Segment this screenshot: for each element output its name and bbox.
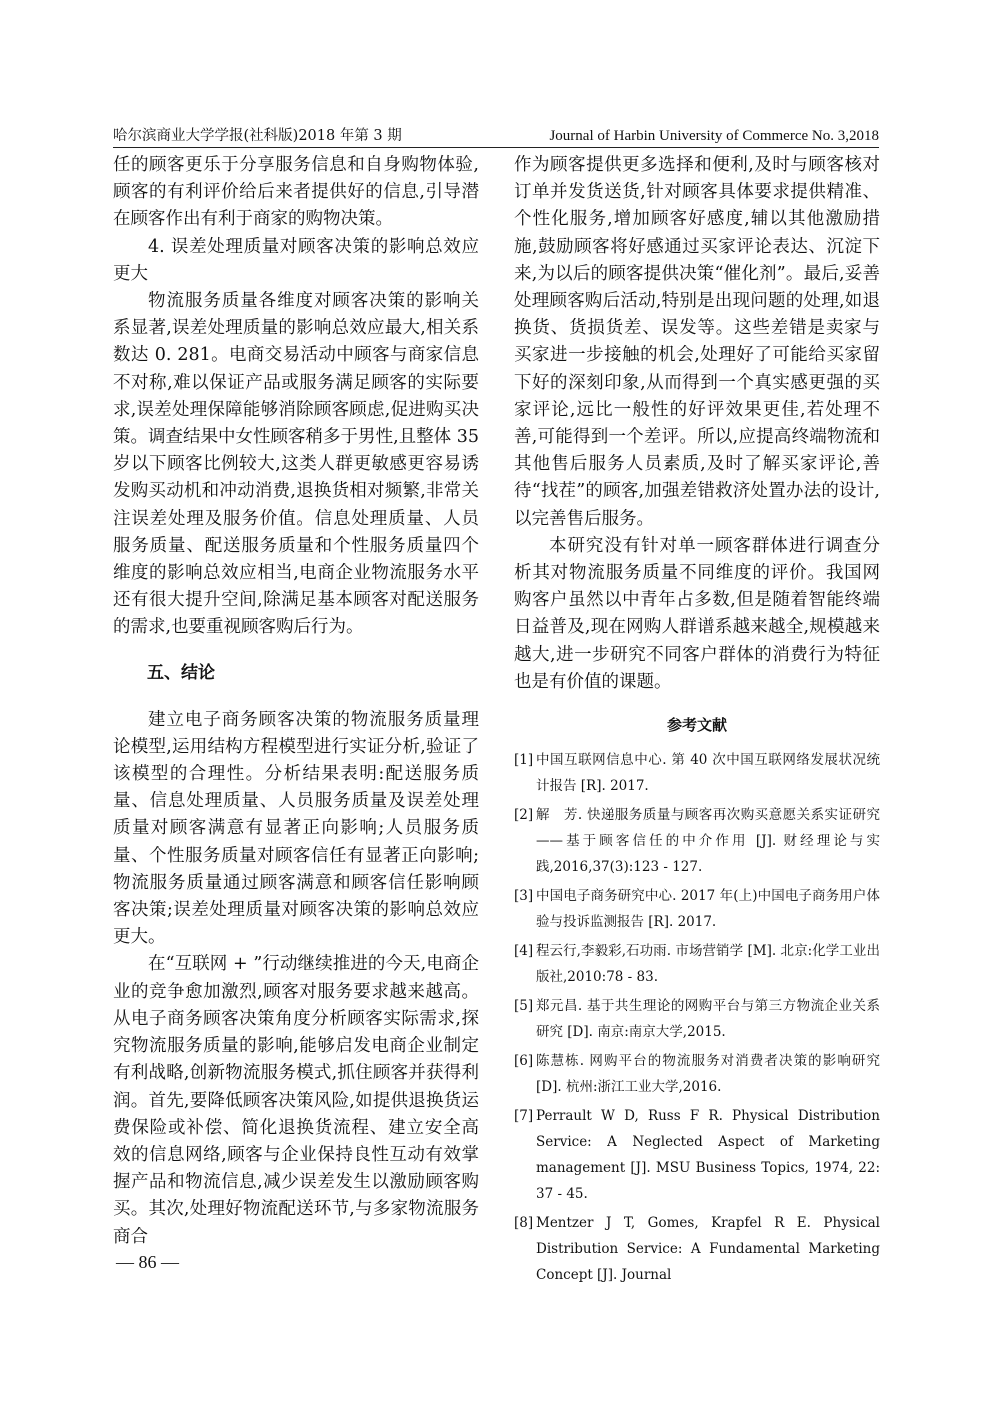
reference-item bbox=[514, 938, 880, 990]
reference-item bbox=[514, 993, 880, 1045]
reference-item bbox=[514, 1210, 880, 1288]
reference-number: [1] bbox=[514, 752, 534, 769]
reference-number: [5] bbox=[514, 998, 534, 1015]
references-title: 参考文献 bbox=[666, 716, 727, 735]
reference-item bbox=[514, 1048, 880, 1100]
paragraph-continued: 任的顾客更乐于分享服务信息和自身购物体验,顾客的有利评价给后来者提供好的信息,引导潜在顾客作出有利于商家的购物决策。 bbox=[113, 155, 479, 230]
reference-number: [3] bbox=[514, 888, 534, 905]
paragraph-study-limitation: 本研究没有针对单一顾客群体进行调查分析其对物流服务质量不同维度的评价。我国网购客户虽然以中青年占多数,但是随着智能终端日益普及,现在网购人群谱系越来越全,规模越来越大,进一步研究不同客户群体的消费行为特征也是有价值的课题。 bbox=[514, 535, 880, 692]
right-column bbox=[514, 152, 880, 1291]
reference-number: [6] bbox=[514, 1053, 534, 1070]
paragraph-conclusion-2: 在“互联网 + ”行动继续推进的今天,电商企业的竞争愈加激烈,顾客对服务要求越来越高。从电子商务顾客决策角度分析顾客实际需求,探究物流服务质量的影响,能够启发电商企业制定有利战略,创新物流服务模式,抓住顾客并获得利润。首先,要降低顾客决策风险,如提供退换货运费保险或补偿、简化退换货流程、建立安全高效的信息网络,顾客与企业保持良性互动有效掌握产品和物流信息,减少误差发生以激励顾客购买。其次,处理好物流配送环节,与多家物流服务商合 bbox=[113, 954, 479, 1247]
reference-text: 程云行,李毅彩,石功雨. 市场营销学 [M]. 北京:化学工业出版社,2010:78 - 83. bbox=[536, 943, 880, 986]
reference-item bbox=[514, 1103, 880, 1207]
reference-item bbox=[514, 802, 880, 880]
reference-item bbox=[514, 883, 880, 935]
reference-text: 郑元昌. 基于共生理论的网购平台与第三方物流企业关系研究 [D]. 南京:南京大学,2015. bbox=[536, 998, 880, 1041]
running-header bbox=[113, 118, 879, 148]
header-journal-cn: 哈尔滨商业大学学报(社科版)2018 年第 3 期 bbox=[113, 128, 402, 144]
references-list bbox=[514, 747, 880, 1288]
reference-item bbox=[514, 747, 880, 799]
subheading-4: 4. 误差处理质量对顾客决策的影响总效应更大 bbox=[113, 236, 479, 284]
page-number: — 86 — bbox=[116, 1252, 179, 1272]
reference-number: [4] bbox=[514, 943, 534, 960]
reference-text: Perrault W D, Russ F R. Physical Distribution Service: A Neglected Aspect of Marketing management [J]. MSU Business Topics, 1974, 22: 37 - 45. bbox=[536, 1108, 880, 1203]
reference-number: [2] bbox=[514, 807, 534, 824]
paragraph-continued-right: 作为顾客提供更多选择和便利,及时与顾客核对订单并发货送货,针对顾客具体要求提供精准、个性化服务,增加顾客好感度,辅以其他激励措施,鼓励顾客将好感通过买家评论表达、沉淀下来,为以后的顾客提供决策“催化剂”。最后,妥善处理顾客购后活动,特别是出现问题的处理,如退换货、货损货差、误发等。这些差错是卖家与买家进一步接触的机会,处理好了可能给买家留下好的深刻印象,从而得到一个真实感更强的买家评论,远比一般性的好评效果更佳,若处理不善,可能得到一个差评。所以,应提高终端物流和其他售后服务人员素质,及时了解买家评论,善待“找茬”的顾客,加强差错救济处置办法的设计,以完善售后服务。 bbox=[514, 155, 880, 529]
reference-number: [7] bbox=[514, 1108, 534, 1125]
reference-text: Mentzer J T, Gomes, Krapfel R E. Physical Distribution Service: A Fundamental Marketing Concept [J]. Journal bbox=[536, 1215, 880, 1284]
paragraph-error-handling: 物流服务质量各维度对顾客决策的影响关系显著,误差处理质量的影响总效应最大,相关系数达 0. 281。电商交易活动中顾客与商家信息不对称,难以保证产品或服务满足顾客的实际要求,误差处理保障能够消除顾客顾虑,促进购买决策。调查结果中女性顾客稍多于男性,且整体 35 岁以下顾客比例较大,这类人群更敏感更容易诱发购买动机和冲动消费,退换货相对频繁,非常关注误差处理及服务价值。信息处理质量、人员服务质量、配送服务质量和个性服务质量四个维度的影响总效应相当,电商企业物流服务水平还有很大提升空间,除满足基本顾客对配送服务的需求,也要重视顾客购后行为。 bbox=[113, 291, 479, 638]
reference-number: [8] bbox=[514, 1215, 534, 1232]
reference-text: 解 芳. 快递服务质量与顾客再次购买意愿关系实证研究——基于顾客信任的中介作用 [J]. 财经理论与实践,2016,37(3):123 - 127. bbox=[536, 807, 880, 876]
section-title-conclusion: 五、结论 bbox=[147, 662, 215, 683]
reference-text: 陈慧栋. 网购平台的物流服务对消费者决策的影响研究 [D]. 杭州:浙江工业大学,2016. bbox=[536, 1053, 880, 1096]
left-column bbox=[113, 152, 479, 1251]
reference-text: 中国电子商务研究中心. 2017 年(上)中国电子商务用户体验与投诉监测报告 [R]. 2017. bbox=[536, 888, 880, 931]
header-journal-en: Journal of Harbin University of Commerce No. 3,2018 bbox=[549, 128, 879, 144]
reference-text: 中国互联网信息中心. 第 40 次中国互联网络发展状况统计报告 [R]. 2017. bbox=[536, 752, 880, 795]
paragraph-conclusion-1: 建立电子商务顾客决策的物流服务质量理论模型,运用结构方程模型进行实证分析,验证了该模型的合理性。分析结果表明:配送服务质量、信息处理质量、人员服务质量及误差处理质量对顾客满意有显著正向影响;人员服务质量、个性服务质量对顾客信任有显著正向影响;物流服务质量通过顾客满意和顾客信任影响顾客决策;误差处理质量对顾客决策的影响总效应更大。 bbox=[113, 709, 479, 948]
